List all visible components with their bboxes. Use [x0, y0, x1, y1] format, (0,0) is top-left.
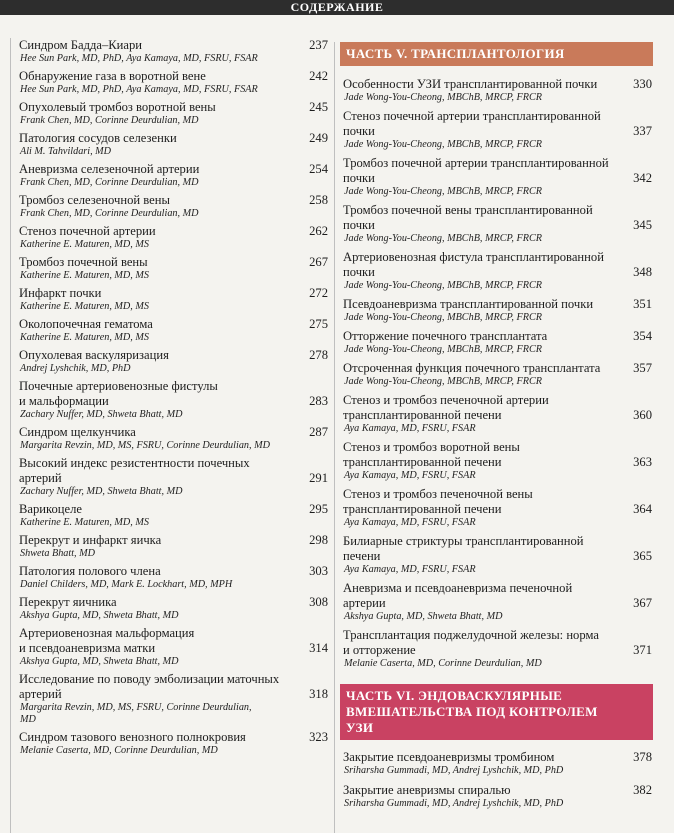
toc-entry[interactable]: [335, 628, 652, 670]
toc-left-column: [10, 38, 328, 833]
toc-entry-author: Hee Sun Park, MD, PhD, Aya Kamaya, MD, FSRU, FSAR: [20, 84, 258, 95]
toc-entry-title: и отторжение: [343, 643, 416, 657]
toc-page-number: 245: [309, 100, 328, 114]
toc-entry-title: Синдром тазового венозного полнокровия: [19, 730, 246, 744]
toc-entry-author: Sriharsha Gummadi, MD, Andrej Lyshchik, MD, PhD: [344, 765, 564, 776]
toc-entry-title: Почечные артериовенозные фистулы: [19, 379, 218, 393]
toc-entry[interactable]: [11, 379, 328, 421]
toc-entry-title: Стеноз и тромбоз печеночной артерии: [343, 393, 549, 407]
toc-entry-title: артерий: [19, 687, 62, 701]
toc-entry[interactable]: [335, 581, 652, 623]
toc-page-number: 258: [309, 193, 328, 207]
toc-entry-author: Katherine E. Maturen, MD, MS: [20, 301, 149, 312]
toc-right-column: [334, 42, 652, 833]
toc-entry-title: Отторжение почечного трансплантата: [343, 329, 548, 343]
toc-entry[interactable]: [335, 440, 652, 482]
section-header-part-6: [340, 684, 653, 740]
toc-entry-author: Jade Wong-You-Cheong, MBChB, MRCP, FRCR: [344, 233, 542, 244]
toc-entry[interactable]: [335, 361, 652, 388]
toc-entry[interactable]: [11, 286, 328, 313]
toc-entry-author: Akshya Gupta, MD, Shweta Bhatt, MD: [20, 610, 179, 621]
toc-entry[interactable]: [335, 77, 652, 104]
toc-entry-author: Hee Sun Park, MD, PhD, Aya Kamaya, MD, FSRU, FSAR: [20, 53, 258, 64]
toc-entry-title: Варикоцеле: [19, 502, 83, 516]
section-header-text: ЧАСТЬ V. ТРАНСПЛАНТОЛОГИЯ: [346, 46, 565, 61]
toc-page-number: 360: [633, 408, 652, 422]
toc-entry[interactable]: [11, 100, 328, 127]
page-title: СОДЕРЖАНИЕ: [290, 0, 384, 14]
toc-entry-title: Исследование по поводу эмболизации маточных: [19, 672, 280, 686]
toc-entry-author: Frank Chen, MD, Corinne Deurdulian, MD: [20, 208, 199, 219]
toc-page-number: 371: [633, 643, 652, 657]
toc-entry-title: Артериовенозная фистула трансплантированной: [343, 250, 604, 264]
toc-entry-title: Закрытие аневризмы спиралью: [343, 783, 511, 797]
toc-entry[interactable]: [11, 38, 328, 65]
toc-entry-title: Тромбоз почечной артерии трансплантированной: [343, 156, 609, 170]
toc-entry-author: Katherine E. Maturen, MD, MS: [20, 239, 149, 250]
toc-entry-author: Akshya Gupta, MD, Shweta Bhatt, MD: [20, 656, 179, 667]
toc-entry-author: Katherine E. Maturen, MD, MS: [20, 332, 149, 343]
toc-entry-title: Аневризма селезеночной артерии: [19, 162, 200, 176]
toc-entry-title: Тромбоз почечной вены трансплантированной: [343, 203, 593, 217]
toc-entry-title: трансплантированной печени: [343, 455, 502, 469]
toc-entry-title: Обнаружение газа в воротной вене: [19, 69, 206, 83]
toc-entry-title: Опухолевая васкуляризация: [19, 348, 169, 362]
toc-entry-author: Melanie Caserta, MD, Corinne Deurdulian, MD: [20, 745, 218, 756]
toc-entry-title: Артериовенозная мальформация: [19, 626, 195, 640]
toc-entry-author: Margarita Revzin, MD, MS, FSRU, Corinne Deurdulian,: [20, 702, 252, 713]
toc-entry-title: и псевдоаневризма матки: [19, 641, 156, 655]
toc-entry-title: Стеноз и тромбоз печеночной вены: [343, 487, 533, 501]
section-header-text: ВМЕШАТЕЛЬСТВА ПОД КОНТРОЛЕМ: [346, 704, 598, 719]
toc-entry[interactable]: [11, 533, 328, 560]
toc-entry-title: Стеноз почечной артерии трансплантированной: [343, 109, 601, 123]
toc-page-number: 262: [309, 224, 328, 238]
toc-entry-title: Патология полового члена: [19, 564, 161, 578]
toc-entry[interactable]: [11, 564, 328, 591]
toc-page-number: 314: [309, 641, 328, 655]
toc-page-number: 303: [309, 564, 328, 578]
toc-page-number: 267: [309, 255, 328, 269]
toc-entry[interactable]: [11, 224, 328, 251]
toc-entry-title: Особенности УЗИ трансплантированной почки: [343, 77, 598, 91]
toc-page-number: 363: [633, 455, 652, 469]
toc-entry[interactable]: [335, 203, 652, 245]
toc-entry[interactable]: [335, 250, 652, 292]
toc-entry[interactable]: [11, 672, 328, 726]
toc-page-number: 348: [633, 265, 652, 279]
toc-entry[interactable]: [11, 193, 328, 220]
toc-entry[interactable]: [11, 425, 328, 452]
toc-entry-title: Псевдоаневризма трансплантированной почки: [343, 297, 594, 311]
toc-entry[interactable]: [335, 109, 652, 151]
toc-entry[interactable]: [335, 297, 652, 324]
toc-page-number: 365: [633, 549, 652, 563]
toc-entry[interactable]: [11, 131, 328, 158]
toc-page-number: 330: [633, 77, 652, 91]
toc-entry-title: Опухолевый тромбоз воротной вены: [19, 100, 216, 114]
toc-page-number: 275: [309, 317, 328, 331]
toc-page-number: 367: [633, 596, 652, 610]
section-header-text: УЗИ: [346, 720, 374, 735]
toc-page-number: 283: [309, 394, 328, 408]
toc-entry-author: Jade Wong-You-Cheong, MBChB, MRCP, FRCR: [344, 344, 542, 355]
toc-entry-title: Стеноз почечной артерии: [19, 224, 156, 238]
toc-entry[interactable]: [11, 595, 328, 622]
toc-page-number: 272: [309, 286, 328, 300]
toc-entry-author: Aya Kamaya, MD, FSRU, FSAR: [344, 564, 476, 575]
toc-entry-title: Стеноз и тромбоз воротной вены: [343, 440, 520, 454]
toc-entry-title: Перекрут и инфаркт яичка: [19, 533, 162, 547]
toc-entry[interactable]: [335, 393, 652, 435]
toc-page-number: 351: [633, 297, 652, 311]
toc-page-number: 357: [633, 361, 652, 375]
toc-entry-author: Sriharsha Gummadi, MD, Andrej Lyshchik, MD, PhD: [344, 798, 564, 809]
toc-entry-author: Zachary Nuffer, MD, Shweta Bhatt, MD: [20, 409, 183, 420]
toc-entry-author: Frank Chen, MD, Corinne Deurdulian, MD: [20, 115, 199, 126]
toc-page-number: 378: [633, 750, 652, 764]
toc-entry[interactable]: [11, 348, 328, 375]
toc-entry-title: трансплантированной печени: [343, 408, 502, 422]
toc-list-part-6: [335, 750, 652, 810]
toc-entry-title: Околопочечная гематома: [19, 317, 153, 331]
toc-entry-author: Andrej Lyshchik, MD, PhD: [20, 363, 131, 374]
toc-entry-author: Jade Wong-You-Cheong, MBChB, MRCP, FRCR: [344, 280, 542, 291]
toc-entry-author: Aya Kamaya, MD, FSRU, FSAR: [344, 470, 476, 481]
toc-entry-author: Jade Wong-You-Cheong, MBChB, MRCP, FRCR: [344, 312, 542, 323]
toc-entry[interactable]: [335, 156, 652, 198]
toc-entry-title: и мальформации: [19, 394, 109, 408]
toc-entry-author: Ali M. Tahvildari, MD: [20, 146, 112, 157]
toc-entry-title: Тромбоз почечной вены: [19, 255, 148, 269]
toc-entry[interactable]: [11, 255, 328, 282]
toc-page-number: 342: [633, 171, 652, 185]
toc-entry-title: Патология сосудов селезенки: [19, 131, 177, 145]
toc-entry-author: Daniel Childers, MD, Mark E. Lockhart, MD, MPH: [20, 579, 233, 590]
toc-page-number: 295: [309, 502, 328, 516]
toc-page-number: 318: [309, 687, 328, 701]
toc-page-number: 291: [309, 471, 328, 485]
toc-entry-author: Frank Chen, MD, Corinne Deurdulian, MD: [20, 177, 199, 188]
toc-page-number: 337: [633, 124, 652, 138]
toc-entry-title: почки: [343, 124, 375, 138]
toc-entry-author: Melanie Caserta, MD, Corinne Deurdulian, MD: [344, 658, 542, 669]
toc-entry-title: Перекрут яичника: [19, 595, 117, 609]
toc-entry-author: Jade Wong-You-Cheong, MBChB, MRCP, FRCR: [344, 186, 542, 197]
toc-page-number: 354: [633, 329, 652, 343]
toc-page-number: 242: [309, 69, 328, 83]
toc-entry[interactable]: [335, 783, 652, 810]
toc-entry[interactable]: [11, 162, 328, 189]
toc-entry[interactable]: [335, 750, 652, 777]
toc-entry[interactable]: [11, 626, 328, 668]
toc-entry-title: артерии: [343, 596, 386, 610]
toc-entry-author: Katherine E. Maturen, MD, MS: [20, 270, 149, 281]
toc-entry-title: Инфаркт почки: [19, 286, 102, 300]
toc-entry-title: Отсроченная функция почечного трансплантата: [343, 361, 601, 375]
toc-page-number: 254: [309, 162, 328, 176]
toc-page-number: 249: [309, 131, 328, 145]
toc-page-number: 323: [309, 730, 328, 744]
toc-entry-author: Katherine E. Maturen, MD, MS: [20, 517, 149, 528]
toc-entry-author: Jade Wong-You-Cheong, MBChB, MRCP, FRCR: [344, 139, 542, 150]
toc-page-number: 278: [309, 348, 328, 362]
toc-entry-author: Shweta Bhatt, MD: [20, 548, 95, 559]
toc-entry-title: Тромбоз селезеночной вены: [19, 193, 170, 207]
toc-page-number: 237: [309, 38, 328, 52]
toc-entry[interactable]: [11, 69, 328, 96]
toc-entry-author: MD: [20, 714, 36, 725]
toc-entry[interactable]: [11, 456, 328, 498]
toc-entry-title: Синдром Бадда–Киари: [19, 38, 143, 52]
toc-entry-title: почки: [343, 265, 375, 279]
toc-entry-title: артерий: [19, 471, 62, 485]
toc-page-number: 287: [309, 425, 328, 439]
toc-entry-author: Aya Kamaya, MD, FSRU, FSAR: [344, 423, 476, 434]
toc-entry-author: Jade Wong-You-Cheong, MBChB, MRCP, FRCR: [344, 92, 542, 103]
toc-entry-title: Высокий индекс резистентности почечных: [19, 456, 250, 470]
toc-entry-author: Akshya Gupta, MD, Shweta Bhatt, MD: [344, 611, 503, 622]
toc-entry-title: Трансплантация поджелудочной железы: норма: [343, 628, 599, 642]
toc-page-number: 382: [633, 783, 652, 797]
toc-list-part-5: [335, 77, 652, 670]
toc-page-number: 298: [309, 533, 328, 547]
toc-entry-title: Закрытие псевдоаневризмы тромбином: [343, 750, 555, 764]
header-bar: [0, 0, 674, 15]
toc-page-number: 308: [309, 595, 328, 609]
toc-entry[interactable]: [335, 534, 652, 576]
toc-entry[interactable]: [335, 329, 652, 356]
toc-entry[interactable]: [335, 487, 652, 529]
toc-entry-title: Синдром щелкунчика: [19, 425, 136, 439]
toc-entry-title: печени: [343, 549, 381, 563]
toc-entry[interactable]: [11, 502, 328, 529]
toc-entry[interactable]: [11, 730, 328, 757]
toc-entry-title: Билиарные стриктуры трансплантированной: [343, 534, 584, 548]
section-header-part-5: [340, 42, 653, 66]
toc-entry-title: почки: [343, 218, 375, 232]
toc-entry-title: почки: [343, 171, 375, 185]
toc-entry-author: Aya Kamaya, MD, FSRU, FSAR: [344, 517, 476, 528]
toc-entry-title: Аневризма и псевдоаневризма печеночной: [343, 581, 573, 595]
toc-entry-title: трансплантированной печени: [343, 502, 502, 516]
toc-entry[interactable]: [11, 317, 328, 344]
toc-entry-author: Margarita Revzin, MD, MS, FSRU, Corinne Deurdulian, MD: [20, 440, 270, 451]
toc-page-number: 364: [633, 502, 652, 516]
toc-entry-author: Jade Wong-You-Cheong, MBChB, MRCP, FRCR: [344, 376, 542, 387]
toc-entry-author: Zachary Nuffer, MD, Shweta Bhatt, MD: [20, 486, 183, 497]
toc-page-number: 345: [633, 218, 652, 232]
section-header-text: ЧАСТЬ VI. ЭНДОВАСКУЛЯРНЫЕ: [346, 688, 563, 703]
